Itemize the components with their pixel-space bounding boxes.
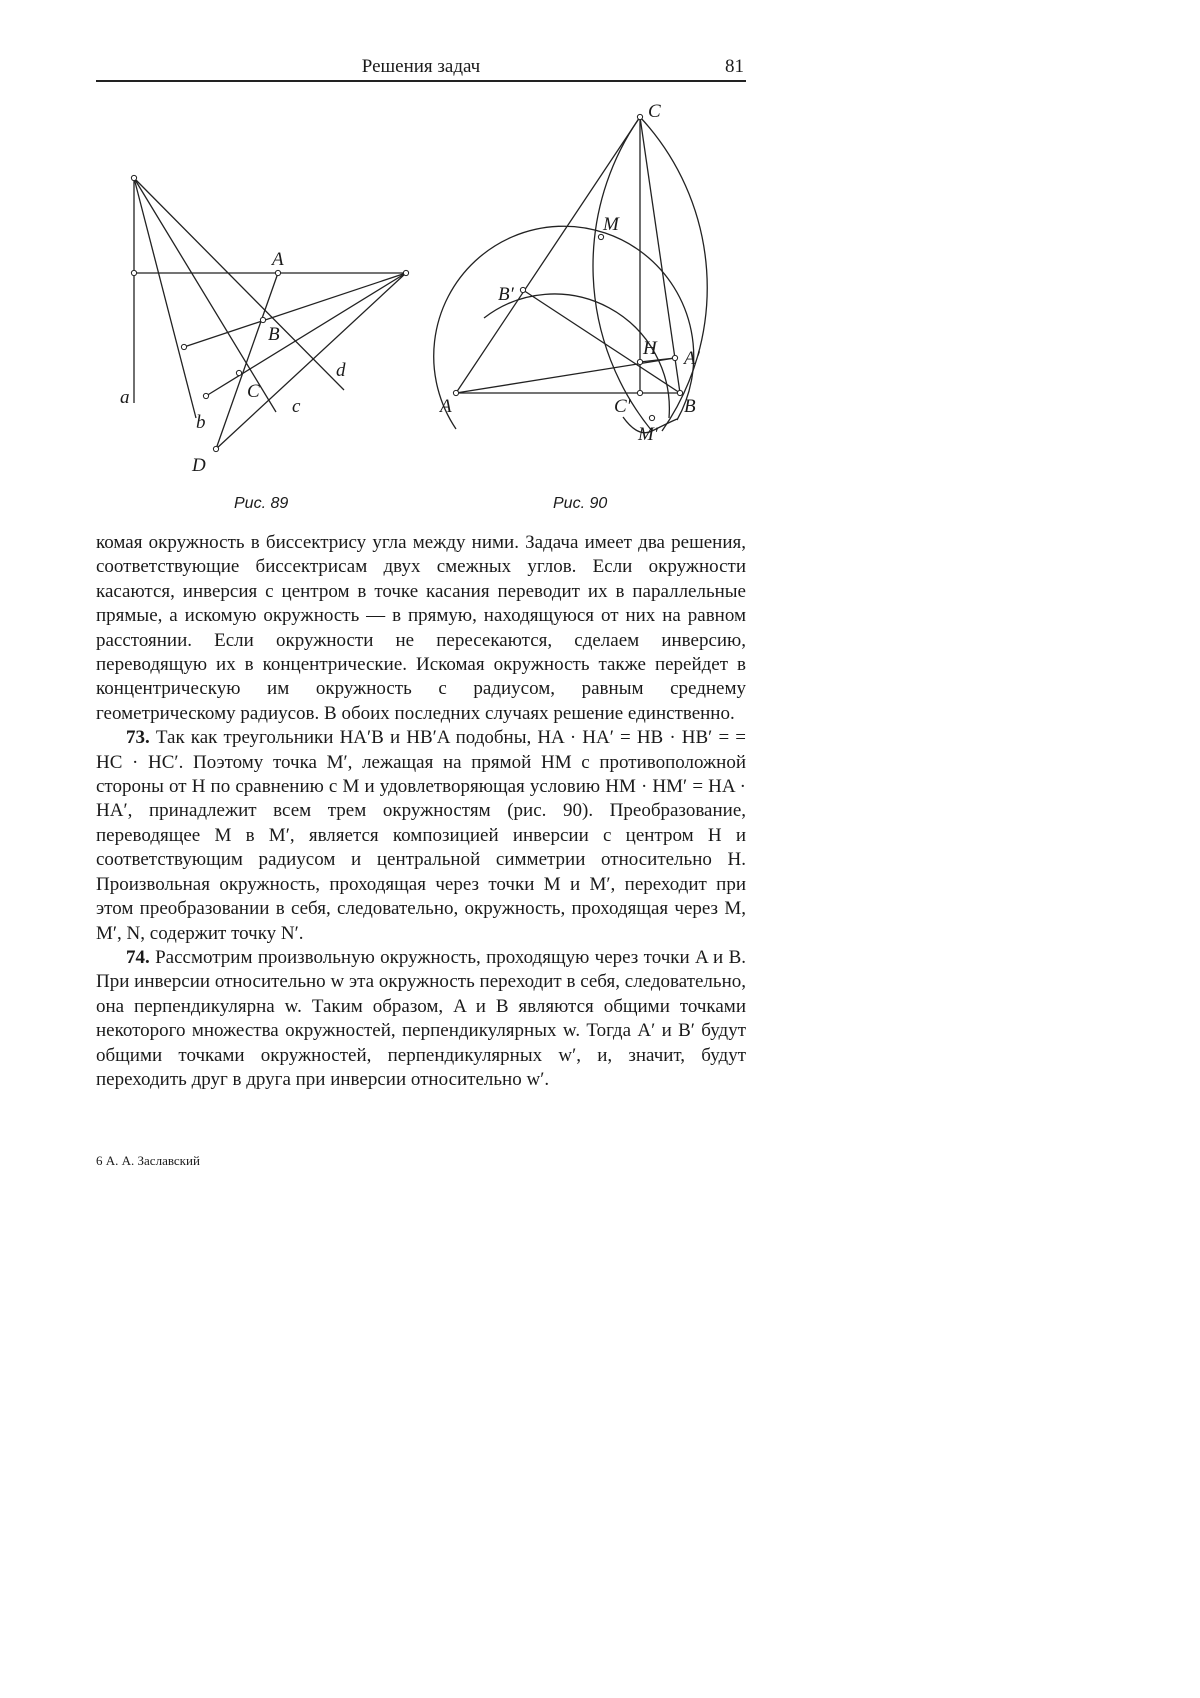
label-A: A (438, 396, 452, 417)
line-d (134, 178, 344, 390)
figure-89-caption: Рис. 89 (234, 495, 288, 513)
ray-1 (184, 273, 406, 347)
circle-3 (640, 117, 707, 431)
label-a: a (120, 387, 130, 408)
line-b (134, 178, 196, 418)
label-D: D (191, 455, 206, 476)
label-A: A (270, 249, 284, 270)
problem-73-text: Так как треугольники HA′B и HB′A подобны, HA · HA′ = HB · HB′ = = HC · HC′. Поэтому точка M′, лежащая на прямой HM с противоположной стороны от H по сравнению с M и удовлетворяющая условию HM · HM′ = HA · HA′, принадлежит всем трем окружностям (рис. 90). Преобразование, переводящее M в M′, является композицией инверсии с центром H и соответствующим радиусом и центральной симметрии относительно H. Произвольная окружность, проходящая через точки M и M′, переходит при этом преобразовании в себя, следовательно, окружность, проходящая через M, M′, N, содержит точку N′. (96, 727, 746, 943)
problem-number-74: 74. (126, 947, 150, 968)
ray-2 (206, 273, 406, 396)
footnote: 6 А. А. Заславский (96, 1153, 200, 1169)
label-B: B (268, 324, 280, 345)
label-c: c (292, 396, 301, 417)
circle-3b (593, 117, 652, 431)
label-d: d (336, 360, 346, 381)
figure-90-caption: Рис. 90 (553, 495, 607, 513)
label-M-prime: M′ (637, 424, 659, 445)
problem-74-text: Рассмотрим произвольную окружность, проходящую через точки A и B. При инверсии относительно w эта окружность переходит в себя, следовательно, она перпендикулярна w. Таким образом, A и B являются общими точками некоторого множества окружностей, перпендикулярных w. Тогда A′ и B′ будут общими точками окружностей, перпендикулярных w′, и, значит, будут переходить друг в друга при инверсии относительно w′. (96, 947, 746, 1090)
circle-2 (484, 294, 669, 418)
figure-90-diagram (430, 100, 750, 490)
page-number: 81 (725, 56, 744, 78)
label-B-prime: B′ (498, 284, 515, 305)
label-M: M (602, 214, 620, 235)
label-b: b (196, 412, 206, 433)
label-A-prime: A′ (682, 348, 701, 369)
label-C: C (648, 101, 661, 122)
running-header (96, 54, 746, 82)
paragraph-problem-74 (96, 946, 746, 1092)
figure-89-diagram (96, 110, 426, 480)
figure-90 (430, 100, 750, 490)
body-text (96, 531, 746, 1092)
paragraph-problem-73 (96, 726, 746, 946)
label-C-prime: C′ (614, 396, 632, 417)
paragraph-continuation: комая окружность в биссектрису угла между ними. Задача имеет два решения, соответствующие биссектрисам двух смежных углов. Если окружности касаются, инверсия с центром в точке касания переводит их в параллельные прямые, а искомую окружность — в прямую, находящуюся от них на равном расстоянии. Если окружности не пересекаются, сделаем инверсию, переводящую их в концентрические. Искомая окружность также перейдет в концентрическую им окружность с радиусом, равным среднему геометрическому радиусов. В обоих последних случаях решение единственно. (96, 531, 746, 726)
line-AD (216, 273, 278, 449)
side-AC (456, 117, 640, 393)
label-C: C (247, 381, 260, 402)
problem-number-73: 73. (126, 727, 150, 748)
label-B: B (684, 396, 696, 417)
line-c (134, 178, 276, 412)
figure-89 (96, 110, 426, 480)
label-H: H (642, 338, 658, 359)
circle-1 (434, 226, 694, 429)
header-title: Решения задач (96, 56, 746, 78)
